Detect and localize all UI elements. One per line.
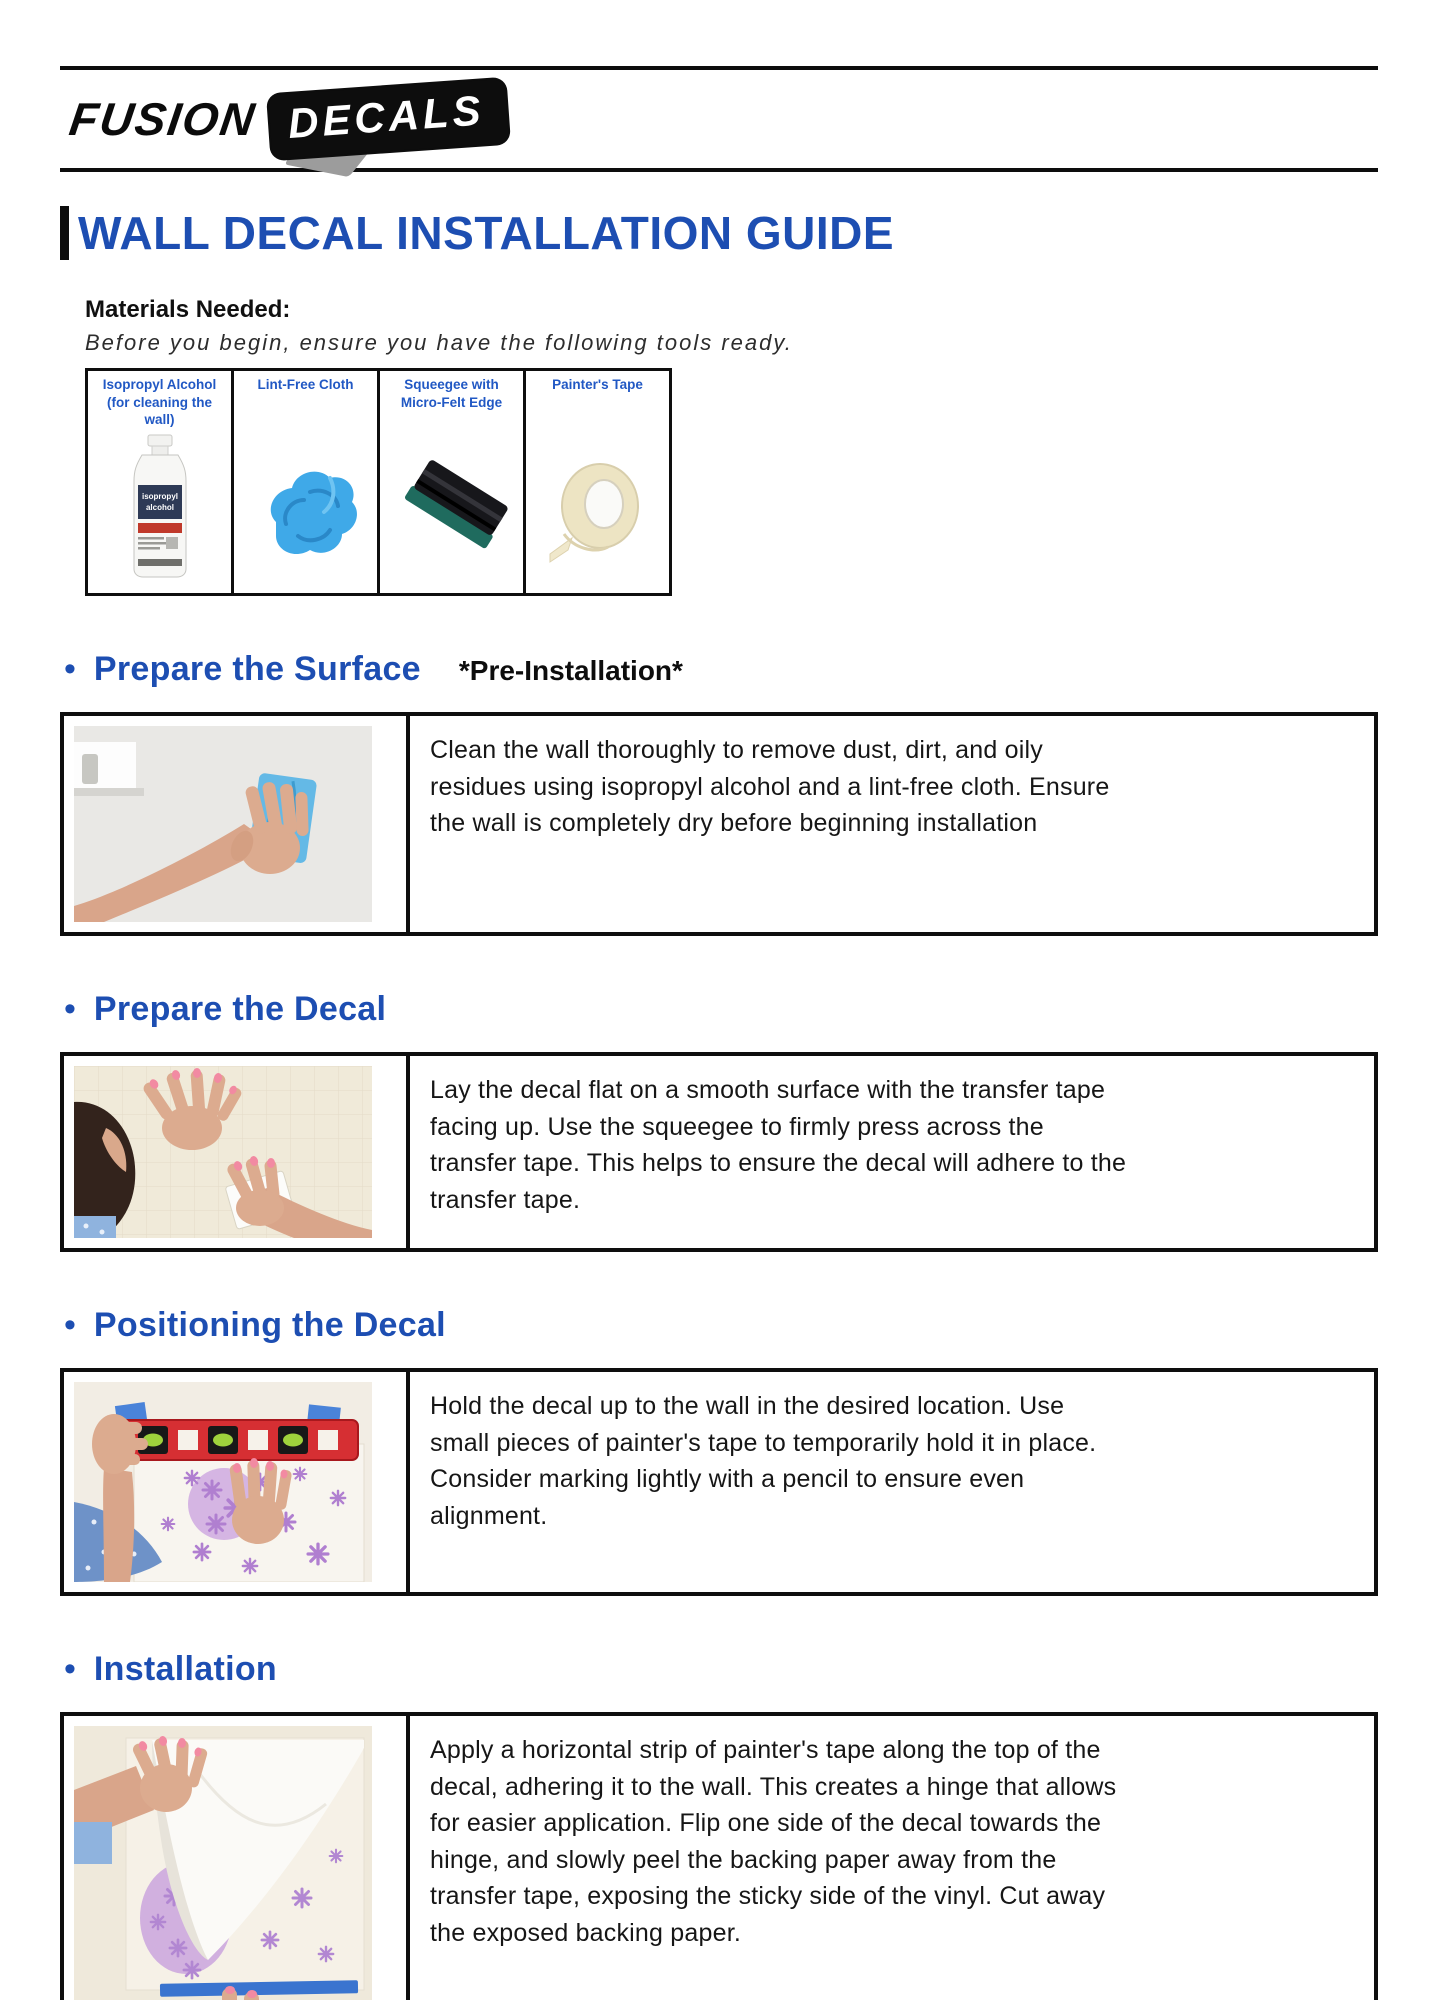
- materials-heading: Materials Needed:: [85, 296, 291, 323]
- bullet-icon: •: [64, 1306, 76, 1344]
- svg-text:isopropyl: isopropyl: [141, 491, 178, 501]
- page-title: WALL DECAL INSTALLATION GUIDE: [78, 207, 895, 259]
- brand-decals-plate: [268, 79, 509, 159]
- material-label: Painter's Tape: [552, 377, 643, 392]
- painters-tape-icon: [538, 432, 658, 578]
- svg-text:alcohol: alcohol: [145, 502, 174, 512]
- squeegee-pressing-photo: [74, 1066, 372, 1238]
- materials-intro: Before you begin, ensure you have the following tools ready.: [85, 330, 793, 355]
- step-instructions: Lay the decal flat on a smooth surface with the transfer tape facing up. Use the squeegee to firmly press across the transfer tape. This helps to ensure the decal will adhere to the transfer tape.: [430, 1076, 1127, 1214]
- bullet-icon: •: [64, 650, 76, 688]
- squeegee-icon: [392, 432, 512, 578]
- materials-table: [85, 368, 672, 596]
- step-instructions: Hold the decal up to the wall in the desired location. Use small pieces of painter's tape to temporarily hold it in place. Consider marking lightly with a pencil to ensure even alignment.: [430, 1392, 1097, 1530]
- brand-name-fusion: FUSION: [66, 93, 260, 145]
- step-table-prepare-decal: [60, 1052, 1378, 1252]
- page-title-row: [60, 202, 1378, 264]
- section-heading-positioning-decal: [64, 1306, 1378, 1350]
- brand-logo: [60, 70, 1378, 168]
- isopropyl-alcohol-bottle-icon: [104, 433, 216, 579]
- step-table-installation: [60, 1712, 1378, 2000]
- step-photo-cell: [62, 714, 408, 934]
- wall-cleaning-photo: [74, 726, 372, 922]
- material-cell-isopropyl-alcohol: [87, 370, 233, 595]
- step-text-cell: [408, 714, 1376, 934]
- section-title: Positioning the Decal: [93, 1306, 446, 1344]
- step-table-prepare-surface: [60, 712, 1378, 936]
- material-cell-painters-tape: [525, 370, 671, 595]
- brand-decals-badge: [270, 87, 507, 151]
- material-label: Lint-Free Cloth: [257, 377, 354, 392]
- materials-section: [85, 296, 1378, 596]
- section-title: Prepare the Surface: [93, 650, 421, 688]
- section-title: Installation: [93, 1650, 277, 1688]
- pre-installation-note: *Pre-Installation*: [458, 655, 683, 686]
- material-label: Isopropyl Alcohol (for cleaning the wall): [102, 377, 217, 428]
- material-cell-lint-free-cloth: [233, 370, 379, 595]
- step-text-cell: [408, 1714, 1376, 2000]
- title-accent-bar: [60, 206, 69, 260]
- step-table-positioning-decal: [60, 1368, 1378, 1596]
- section-heading-installation: [64, 1650, 1378, 1694]
- step-text-cell: [408, 1054, 1376, 1250]
- peeling-backing-photo: [74, 1726, 372, 2000]
- step-text-cell: [408, 1370, 1376, 1594]
- step-photo-cell: [62, 1714, 408, 2000]
- bullet-icon: •: [64, 1650, 76, 1688]
- section-heading-prepare-decal: [64, 990, 1378, 1034]
- lint-free-cloth-icon: [246, 432, 366, 578]
- section-title: Prepare the Decal: [93, 990, 387, 1028]
- step-instructions: Apply a horizontal strip of painter's tape along the top of the decal, adhering it to the wall. This creates a hinge that allows for easier application. Flip one side of the decal towards the hinge, and slowly peel the backing paper away from the transfer tape, exposing the sticky side of the vinyl. Cut away the exposed backing paper.: [430, 1736, 1117, 1947]
- step-instructions: Clean the wall thoroughly to remove dust, dirt, and oily residues using isopropyl alcohol and a lint-free cloth. Ensure the wall is completely dry before beginning installation: [430, 736, 1110, 837]
- brand-name-decals: DECALS: [286, 86, 486, 147]
- step-photo-cell: [62, 1370, 408, 1594]
- level-positioning-photo: [74, 1382, 372, 1582]
- bullet-icon: •: [64, 990, 76, 1028]
- header-divider: [60, 168, 1378, 172]
- section-heading-prepare-surface: [64, 650, 1378, 694]
- material-cell-squeegee: [379, 370, 525, 595]
- material-label: Squeegee with Micro-Felt Edge: [400, 377, 503, 410]
- step-photo-cell: [62, 1054, 408, 1250]
